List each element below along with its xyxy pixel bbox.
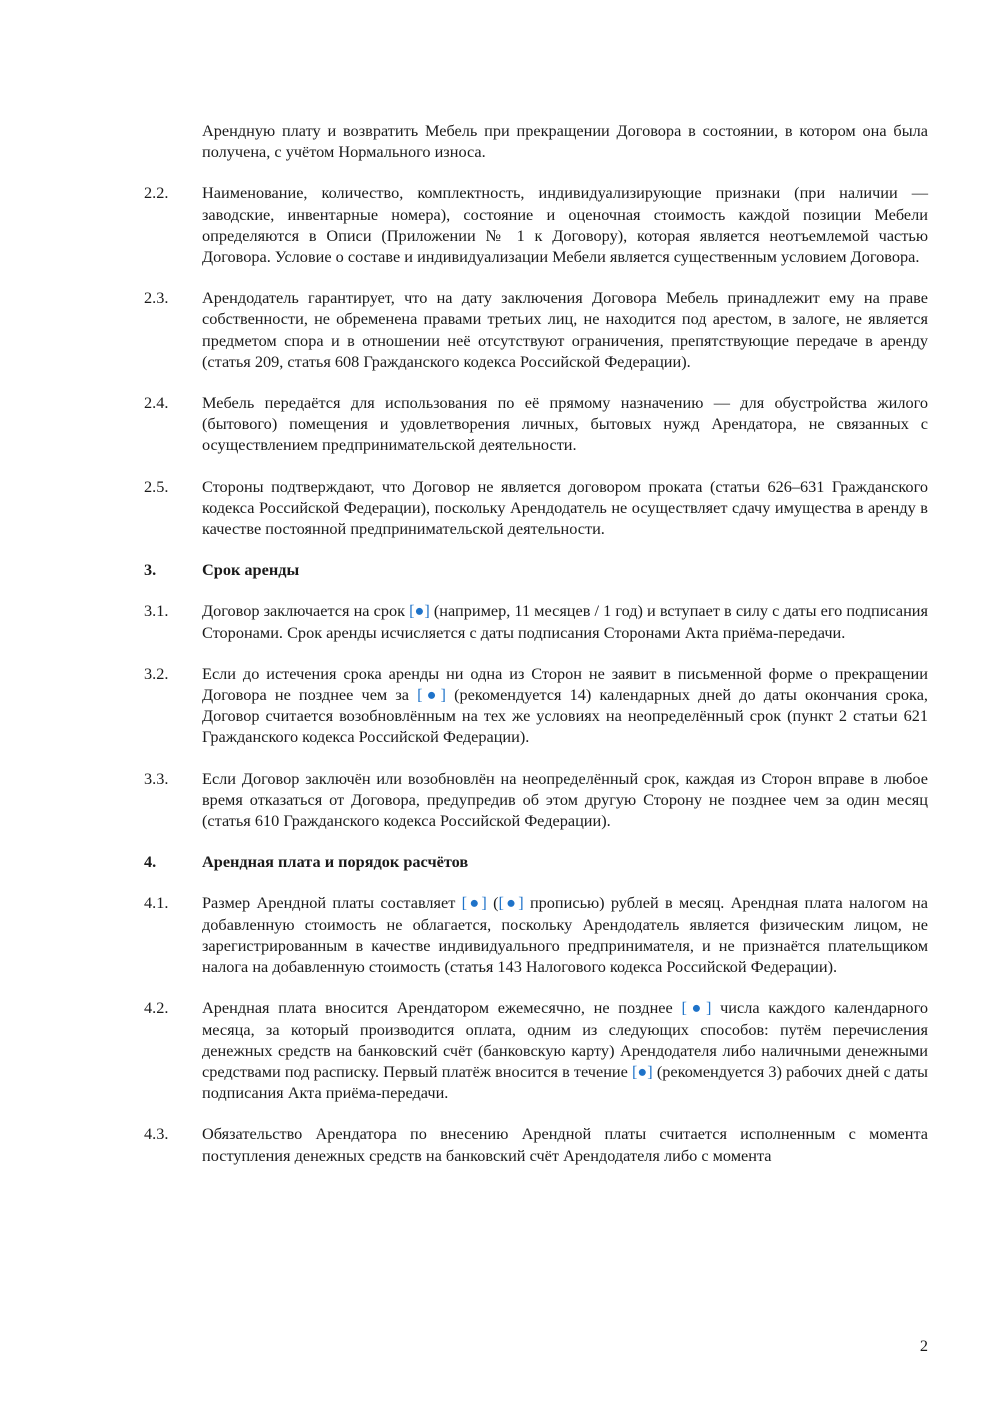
text-segment: Арендная плата вносится Арендатором ежемесячно, не позднее [202, 998, 682, 1018]
clause-2-5 [144, 476, 928, 540]
clause-4-1 [144, 892, 928, 977]
placeholder-field: [●] [409, 601, 430, 621]
document-body [144, 120, 928, 1166]
clause-text [202, 663, 928, 748]
section-title: Срок аренды [202, 560, 300, 580]
text-segment: (рекомендуется 3) рабочих дней с даты подписания Акта приёма-передачи. [202, 1061, 929, 1103]
clause-number: 2.4. [144, 393, 169, 413]
text-segment: Мебель передаётся для использования по её прямому назначению — для обустройства жилого (бытового) помещения и удовлетворения личных, бытовых нужд Арендатора, не связанных с осуществлением предпринимательской деятельности. [202, 393, 928, 455]
clause-3-2 [144, 663, 928, 748]
text-segment: Если Договор заключён или возобновлён на неопределённый срок, каждая из Сторон вправе в любое время отказаться от Договора, предупредив об этом другую Сторону не позднее чем за один месяц (статья 610 Гражданского кодекса Российской Федерации). [202, 768, 928, 831]
text-segment: прописью) рублей в месяц. Арендная плата налогом на добавленную стоимость не облагается, поскольку Арендодатель является физическим лицом, не зарегистрированным в качестве индивидуального предпринимателя, и не признаётся плательщиком налога на добавленную стоимость (статья 143 Налогового кодекса Российской Федерации). [202, 893, 928, 977]
clause-text [202, 600, 928, 642]
text-segment: Наименование, количество, комплектность, индивидуализирующие признаки (при наличии — заводские, инвентарные номера), состояние и оценочная стоимость каждой позиции Мебели определяются в Описи (Приложении № 1 к Договору), которая является неотъемлемой частью Договора. Условие о составе и индивидуализации Мебели является существенным условием Договора. [202, 183, 928, 267]
clause-2-3 [144, 287, 928, 372]
clause-text [202, 287, 928, 372]
text-segment: числа каждого календарного месяца, за который производится оплата, одним из следующих способов: путём перечисления денежных средств на банковский счёт (банковскую карту) Арендодателя либо наличными денежными средствами под расписку. Первый платёж вносится в течение [202, 998, 928, 1081]
text-segment: (например, 11 месяцев / 1 год) и вступает в силу с даты его подписания Сторонами. Срок аренды исчисляется с даты подписания Сторонами Акта приёма-передачи. [202, 601, 928, 642]
placeholder-field: [●] [681, 998, 712, 1018]
text-segment: ( [493, 893, 499, 913]
clause-text [202, 476, 928, 540]
clause-text [202, 997, 928, 1103]
text-segment: Арендодатель гарантирует, что на дату заключения Договора Мебель принадлежит ему на праве собственности, не обременена правами третьих лиц, не находится под арестом, в залоге, не является предметом спора и в отношении неё отсутствуют ограничения, препятствующие передаче в аренду (статья 209, статья 608 Гражданского кодекса Российской Федерации). [202, 288, 928, 371]
clause-text [202, 768, 928, 832]
clause-4-3 [144, 1123, 928, 1165]
clause-text [202, 182, 928, 267]
section-number: 3. [144, 560, 157, 580]
clause-3-3 [144, 768, 928, 832]
placeholder-field: [●] [631, 1061, 653, 1081]
section-title: Арендная плата и порядок расчётов [202, 852, 469, 872]
text-segment: Арендную плату и возвратить Мебель при прекращении Договора в состоянии, в котором она была получена, с учётом Нормального износа. [202, 121, 928, 162]
clause-2-2 [144, 182, 928, 267]
clause-3-1 [144, 600, 928, 642]
clause-2-4 [144, 392, 928, 456]
clause-number: 4.2. [144, 998, 169, 1018]
text-segment: Обязательство Арендатора по внесению Арендной платы считается исполненным с момента поступления денежных средств на банковский счёт Арендодателя либо с момента [202, 1124, 928, 1165]
clause-number [144, 120, 202, 162]
clause-number: 3.2. [144, 663, 169, 683]
text-segment: Если до истечения срока аренды ни одна из Сторон не заявит в письменной форме о прекращении Договора не позднее чем за [202, 663, 928, 705]
clause-number: 3.3. [144, 768, 169, 788]
section-heading-3 [144, 559, 928, 580]
placeholder-field: [●] [498, 893, 524, 913]
clause-text [202, 392, 928, 456]
clause-number: 2.2. [144, 183, 169, 203]
clause-4-2 [144, 997, 928, 1103]
paragraph-continuation [144, 120, 928, 162]
clause-number: 2.5. [144, 476, 169, 496]
placeholder-field: [●] [461, 893, 487, 913]
text-segment: Стороны подтверждают, что Договор не является договором проката (статьи 626–631 Гражданского кодекса Российской Федерации), поскольку Арендодатель не осуществляет сдачу имущества в аренду в качестве постоянной предпринимательской деятельности. [202, 476, 928, 539]
clause-text [202, 1123, 928, 1165]
section-heading-4 [144, 851, 928, 872]
text-segment: Договор заключается на срок [202, 601, 410, 621]
clause-number: 4.3. [144, 1124, 169, 1144]
text-segment: (рекомендуется 14) календарных дней до даты окончания срока, Договор считается возобновлённым на тех же условиях на неопределённый срок (пункт 2 статьи 621 Гражданского кодекса Российской Федерации). [202, 685, 928, 747]
clause-number: 2.3. [144, 288, 169, 308]
clause-number: 3.1. [144, 601, 169, 621]
clause-text [202, 892, 928, 977]
clause-text [202, 120, 928, 162]
page-number: 2 [919, 1336, 928, 1355]
text-segment: Размер Арендной платы составляет [202, 893, 462, 913]
clause-number: 4.1. [144, 893, 169, 913]
placeholder-field: [●] [417, 685, 446, 705]
section-number: 4. [144, 852, 157, 872]
